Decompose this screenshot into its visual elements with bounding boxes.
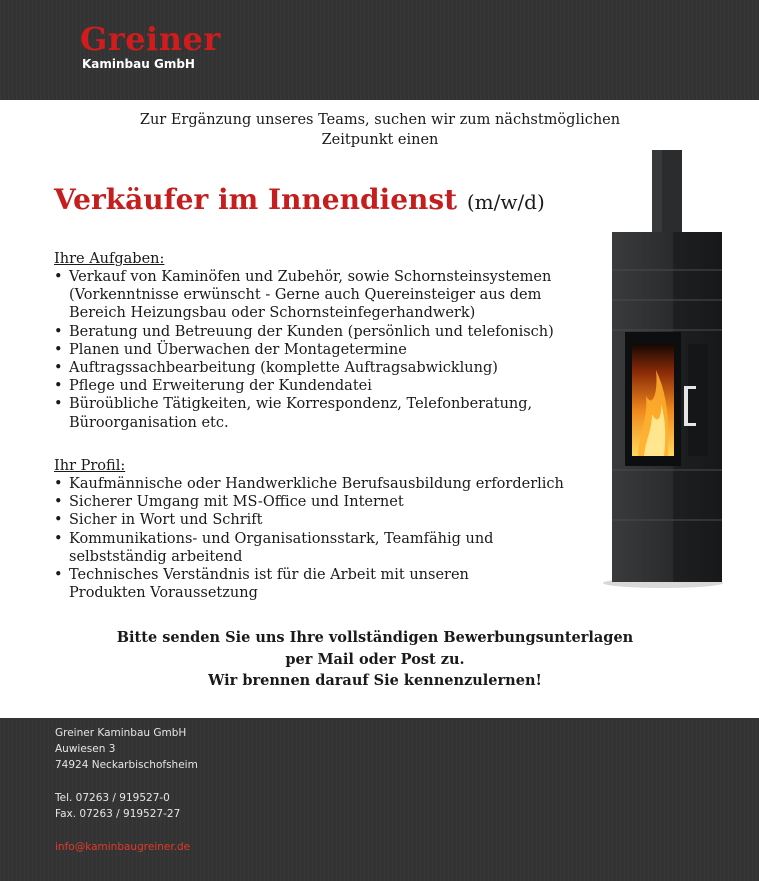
list-item-line: (Vorkenntnisse erwünscht - Gerne auch Quereinsteiger aus dem — [69, 287, 542, 304]
bullet-icon: • — [54, 396, 63, 413]
list-item-line: Kaufmännische oder Handwerkliche Berufsausbildung erforderlich — [69, 476, 564, 492]
bullet-icon: • — [54, 530, 63, 547]
list-item-line: Auftragssachbearbeitung (komplette Auftragsabwicklung) — [69, 360, 498, 377]
closing-text — [60, 627, 690, 692]
tasks-heading: Ihre Aufgaben: — [54, 251, 165, 267]
logo-name: Greiner — [80, 20, 221, 58]
list-item — [54, 268, 614, 323]
list-item — [54, 341, 614, 359]
list-item-line: Bereich Heizungsbau oder Schornsteinfegerhandwerk) — [69, 305, 476, 322]
logo-subtitle: Kaminbau GmbH — [82, 57, 195, 71]
list-item-line: Büroübliche Tätigkeiten, wie Korrespondenz, Telefonberatung, — [69, 396, 533, 413]
bullet-icon: • — [54, 494, 63, 511]
bullet-icon: • — [54, 360, 63, 377]
list-item-line: Pflege und Erweiterung der Kundendatei — [69, 378, 372, 395]
list-item-line: Sicherer Umgang mit MS-Office und Internet — [69, 494, 404, 511]
list-item-line: Sicher in Wort und Schrift — [69, 512, 263, 529]
footer-city: 74924 Neckarbischofsheim — [55, 759, 198, 771]
footer-company: Greiner Kaminbau GmbH — [55, 727, 187, 739]
list-item — [54, 511, 614, 529]
stove-image — [598, 148, 728, 588]
intro-line: Zur Ergänzung unseres Teams, suchen wir zum nächstmöglichen — [139, 112, 621, 128]
bullet-icon: • — [54, 323, 63, 340]
bullet-icon: • — [54, 341, 63, 358]
job-title-main: Verkäufer im Innendienst — [54, 183, 458, 216]
list-item — [54, 530, 614, 566]
tasks-list — [54, 268, 614, 432]
list-item-line: Technisches Verständnis ist für die Arbeit mit unseren — [69, 567, 469, 584]
footer-fax: Fax. 07263 / 919527-27 — [55, 808, 181, 820]
footer-street: Auwiesen 3 — [55, 743, 116, 755]
list-item — [54, 566, 614, 602]
profile-heading: Ihr Profil: — [54, 458, 126, 474]
footer — [0, 718, 759, 881]
footer-phone: Tel. 07263 / 919527-0 — [55, 792, 170, 804]
bullet-icon: • — [54, 567, 63, 584]
job-title — [54, 180, 545, 222]
bullet-icon: • — [54, 269, 63, 285]
header-bar — [0, 0, 759, 100]
closing-line: Bitte senden Sie uns Ihre vollständigen Bewerbungsunterlagen — [116, 629, 634, 646]
list-item — [54, 359, 614, 377]
list-item-line: Büroorganisation etc. — [69, 414, 229, 431]
list-item — [54, 323, 614, 341]
list-item-line: Beratung und Betreuung der Kunden (persönlich und telefonisch) — [69, 323, 554, 340]
bullet-icon: • — [54, 476, 63, 492]
list-item-line: Kommunikations- und Organisationsstark, Teamfähig und — [69, 530, 494, 547]
footer-email-link[interactable]: info@kaminbaugreiner.de — [55, 841, 191, 853]
intro-line: Zeitpunkt einen — [321, 132, 439, 148]
intro-text — [80, 110, 680, 150]
list-item — [54, 475, 614, 493]
bullet-icon: • — [54, 512, 63, 529]
list-item-line: Produkten Voraussetzung — [69, 585, 258, 602]
closing-line: Wir brennen darauf Sie kennenzulernen! — [208, 672, 542, 689]
closing-line: per Mail oder Post zu. — [285, 650, 465, 668]
list-item — [54, 493, 614, 511]
list-item — [54, 377, 614, 395]
list-item-line: Planen und Überwachen der Montagetermine — [69, 341, 407, 358]
list-item-line: Verkauf von Kaminöfen und Zubehör, sowie Schornsteinsystemen — [69, 269, 552, 285]
list-item-line: selbstständig arbeitend — [69, 548, 243, 565]
list-item — [54, 395, 614, 431]
job-title-gender: (m/w/d) — [466, 190, 545, 214]
bullet-icon: • — [54, 378, 63, 395]
profile-list — [54, 475, 614, 602]
